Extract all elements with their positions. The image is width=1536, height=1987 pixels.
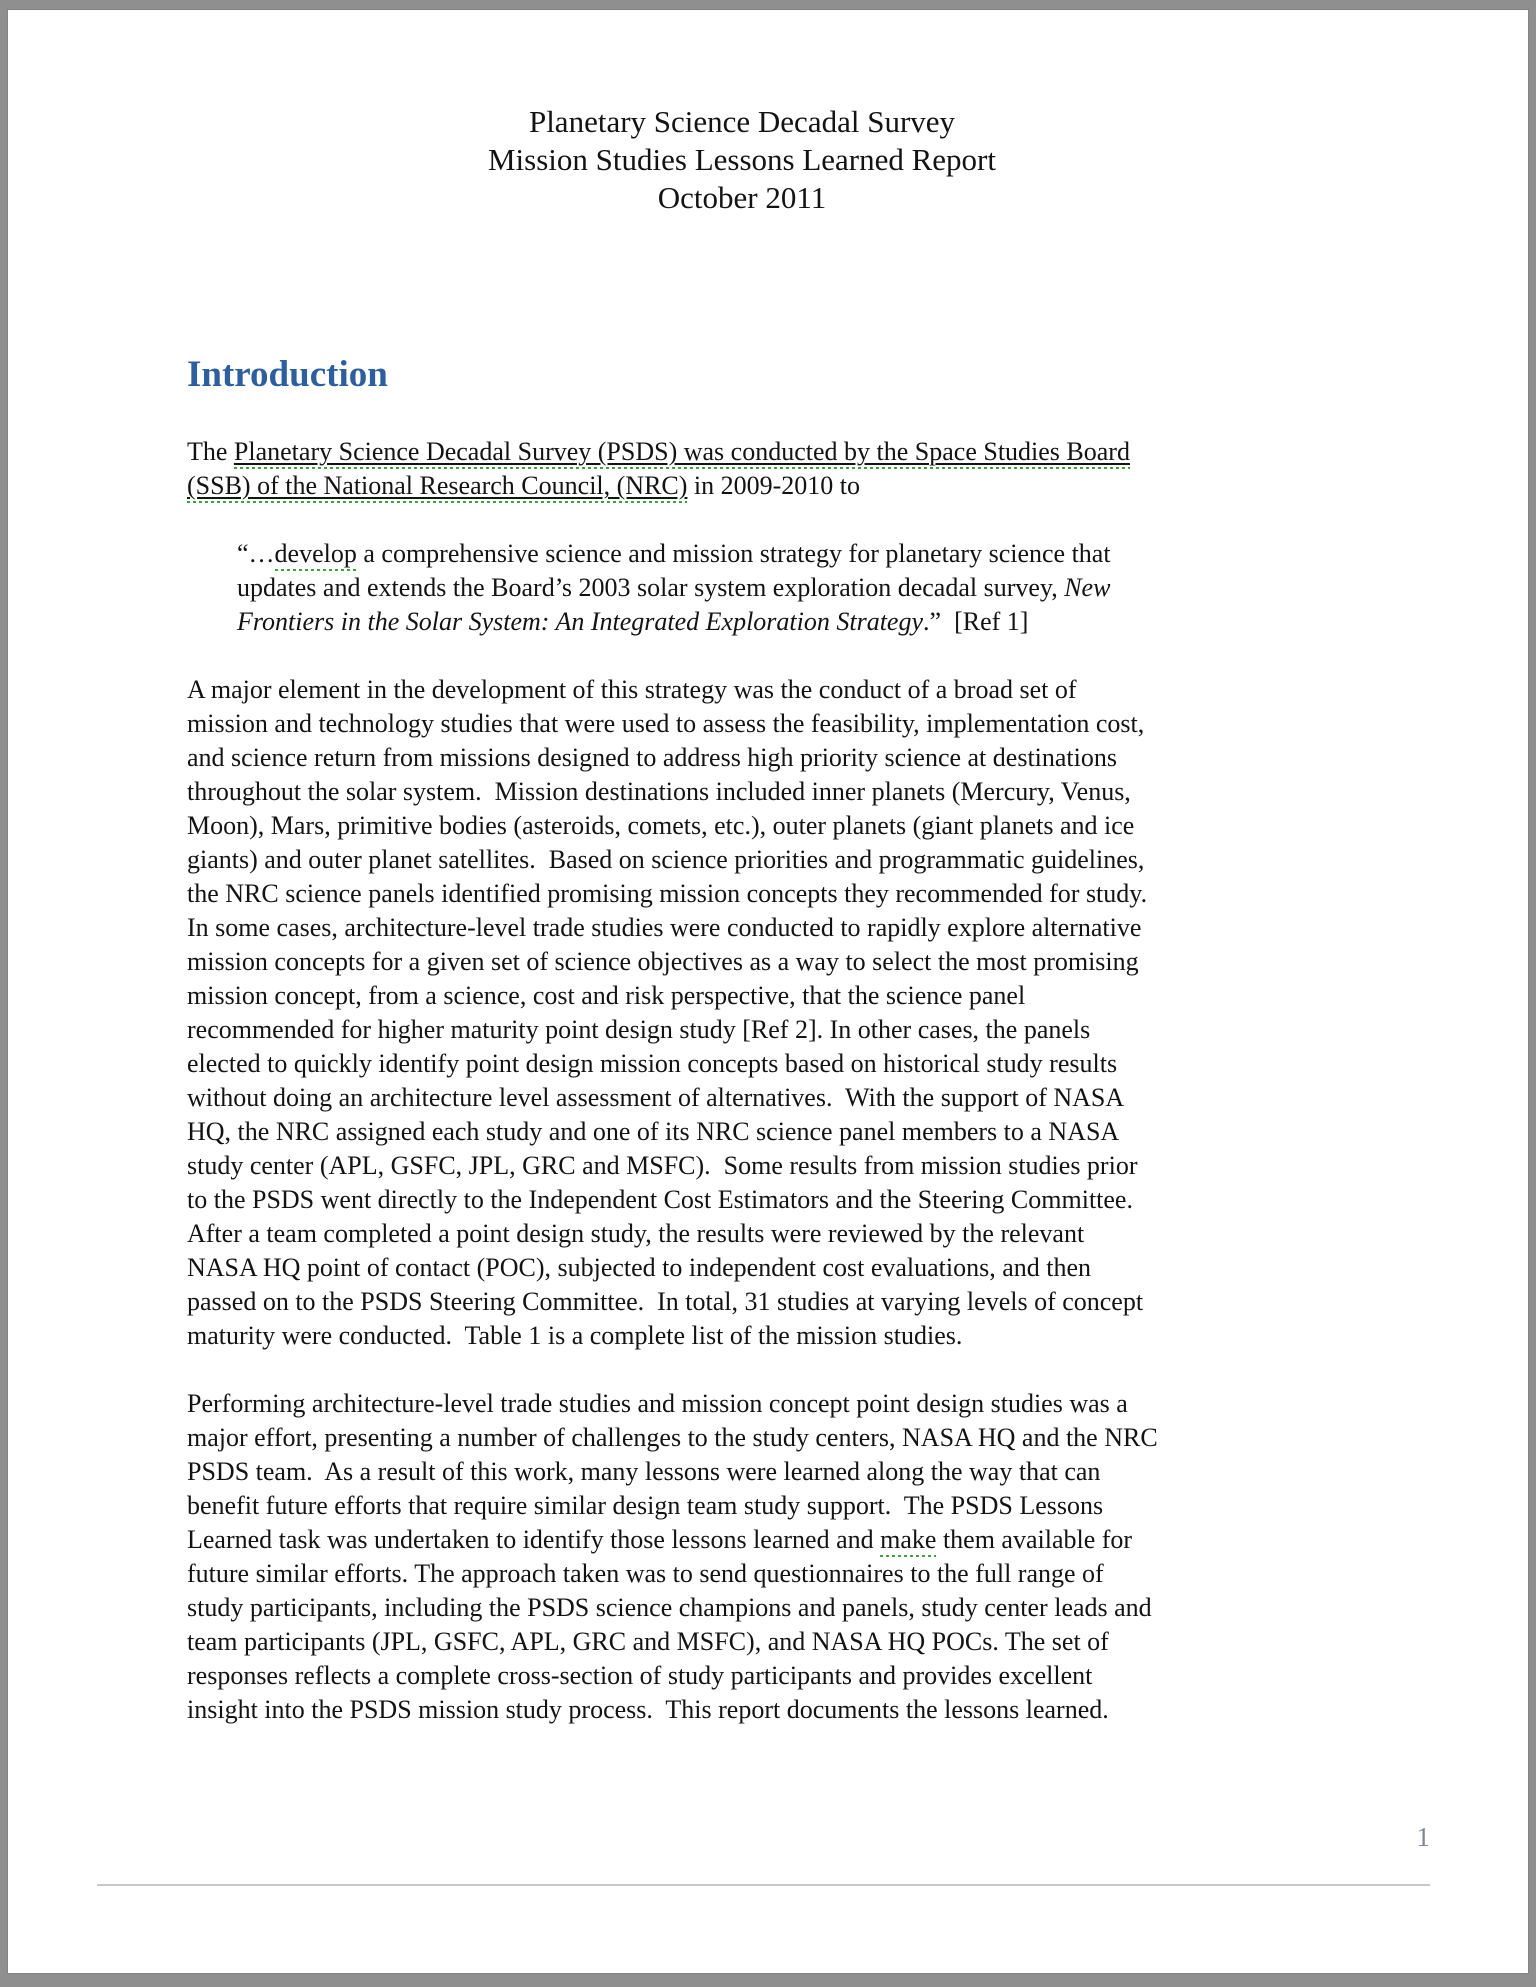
text-line — [187, 877, 1297, 911]
text-run: After a team completed a point design study, the results were reviewed by the relevant — [187, 1219, 1085, 1248]
title-line: Mission Studies Lessons Learned Report — [487, 142, 996, 177]
text-run: NASA HQ point of contact (POC), subjected to independent cost evaluations, and then — [187, 1253, 1092, 1282]
text-run: A major element in the development of this strategy was the conduct of a broad set of — [187, 675, 1077, 704]
text-line — [187, 1421, 1297, 1455]
text-run: insight into the PSDS mission study process. This report documents the lessons learned. — [187, 1695, 1109, 1724]
text-run: to the PSDS went directly to the Independent Cost Estimators and the Steering Committee. — [187, 1185, 1133, 1214]
page-number: 1 — [1416, 1822, 1430, 1852]
text-line — [187, 1387, 1297, 1421]
text-run: Moon), Mars, primitive bodies (asteroids, comets, etc.), outer planets (giant planets and ice — [187, 811, 1135, 840]
text-line — [187, 469, 1297, 503]
text-run: Performing architecture-level trade studies and mission concept point design studies was a — [187, 1389, 1128, 1418]
text-run: a comprehensive science and mission strategy for planetary science that — [356, 539, 1111, 568]
styled-text-run: New — [1064, 573, 1111, 602]
text-line — [187, 1115, 1297, 1149]
intro-lead-paragraph — [187, 435, 1297, 503]
text-line — [187, 809, 1297, 843]
block-quote — [187, 537, 1297, 639]
section-heading-introduction: Introduction — [187, 354, 388, 395]
text-run: giants) and outer planet satellites. Based on science priorities and programmatic guidelines, — [187, 845, 1145, 874]
text-line — [187, 741, 1297, 775]
text-line — [187, 1625, 1297, 1659]
styled-text-run: Planetary Science Decadal Survey (PSDS) was conducted by the Space Studies Board — [234, 437, 1130, 469]
footer-divider — [97, 1884, 1430, 1886]
text-line — [187, 1455, 1297, 1489]
text-run: recommended for higher maturity point design study [Ref 2]. In other cases, the panels — [187, 1015, 1091, 1044]
text-line — [237, 605, 1297, 639]
body-paragraph-1 — [187, 673, 1297, 1353]
text-run: the NRC science panels identified promising mission concepts they recommended for study. — [187, 879, 1148, 908]
text-run: .” [Ref 1] — [923, 607, 1029, 636]
text-line — [187, 1489, 1297, 1523]
text-line — [237, 537, 1297, 571]
text-run: mission concepts for a given set of science objectives as a way to select the most promising — [187, 947, 1139, 976]
text-line — [187, 911, 1297, 945]
title-line: October 2011 — [657, 180, 827, 215]
text-line — [187, 707, 1297, 741]
title-line: Planetary Science Decadal Survey — [528, 104, 956, 139]
text-run: PSDS team. As a result of this work, many lessons were learned along the way that can — [187, 1457, 1101, 1486]
text-run: HQ, the NRC assigned each study and one of its NRC science panel members to a NASA — [187, 1117, 1120, 1146]
text-line — [187, 945, 1297, 979]
text-line — [187, 1149, 1297, 1183]
text-line — [187, 1693, 1297, 1727]
text-run: and science return from missions designed to address high priority science at destinations — [187, 743, 1117, 772]
text-line — [187, 435, 1297, 469]
text-run: throughout the solar system. Mission destinations included inner planets (Mercury, Venus, — [187, 777, 1131, 806]
styled-text-run: make — [880, 1525, 936, 1557]
text-line — [187, 1251, 1297, 1285]
text-run: study participants, including the PSDS science champions and panels, study center leads and — [187, 1593, 1152, 1622]
text-run: The — [187, 437, 234, 466]
text-run: maturity were conducted. Table 1 is a complete list of the mission studies. — [187, 1321, 963, 1350]
text-line — [187, 1591, 1297, 1625]
text-run: benefit future efforts that require similar design team study support. The PSDS Lessons — [187, 1491, 1104, 1520]
text-run: mission and technology studies that were used to assess the feasibility, implementation cost, — [187, 709, 1145, 738]
text-run: team participants (JPL, GSFC, APL, GRC and MSFC), and NASA HQ POCs. The set of — [187, 1627, 1109, 1656]
text-line — [187, 1047, 1297, 1081]
text-line — [187, 1659, 1297, 1693]
text-run: mission concept, from a science, cost and risk perspective, that the science panel — [187, 981, 1026, 1010]
text-run: major effort, presenting a number of challenges to the study centers, NASA HQ and the NRC — [187, 1423, 1158, 1452]
text-line — [187, 1217, 1297, 1251]
text-line — [187, 1319, 1297, 1353]
text-run: study center (APL, GSFC, JPL, GRC and MSFC). Some results from mission studies prior — [187, 1151, 1138, 1180]
text-line — [187, 1523, 1297, 1557]
text-run: Learned task was undertaken to identify those lessons learned and — [187, 1525, 881, 1554]
text-line — [187, 1183, 1297, 1217]
styled-text-run: (SSB) of the National Research Council, (NRC) — [187, 471, 687, 503]
text-run: updates and extends the Board’s 2003 solar system exploration decadal survey, — [237, 573, 1065, 602]
text-run: future similar efforts. The approach taken was to send questionnaires to the full range of — [187, 1559, 1104, 1588]
document-title — [187, 103, 1297, 217]
text-line — [187, 673, 1297, 707]
text-line — [237, 571, 1297, 605]
body-paragraph-2 — [187, 1387, 1297, 1727]
text-line — [187, 1285, 1297, 1319]
styled-text-run: Frontiers in the Solar System: An Integrated Exploration Strategy — [237, 607, 924, 636]
text-run: passed on to the PSDS Steering Committee. In total, 31 studies at varying levels of concept — [187, 1287, 1144, 1316]
styled-text-run: develop — [275, 539, 357, 571]
text-run: In some cases, architecture-level trade studies were conducted to rapidly explore alternative — [187, 913, 1142, 942]
text-run: “… — [237, 539, 275, 568]
document-body — [187, 435, 1297, 1727]
text-line — [187, 1081, 1297, 1115]
text-run: responses reflects a complete cross-section of study participants and provides excellent — [187, 1661, 1093, 1690]
text-run: without doing an architecture level assessment of alternatives. With the support of NASA — [187, 1083, 1125, 1112]
text-line — [187, 775, 1297, 809]
text-line — [187, 979, 1297, 1013]
text-run: in 2009-2010 to — [687, 471, 861, 500]
text-run: them available for — [936, 1525, 1133, 1554]
document-page — [8, 10, 1528, 1973]
text-line — [187, 1013, 1297, 1047]
text-run: elected to quickly identify point design mission concepts based on historical study results — [187, 1049, 1118, 1078]
text-line — [187, 1557, 1297, 1591]
text-line — [187, 843, 1297, 877]
document-content — [187, 10, 1297, 1761]
